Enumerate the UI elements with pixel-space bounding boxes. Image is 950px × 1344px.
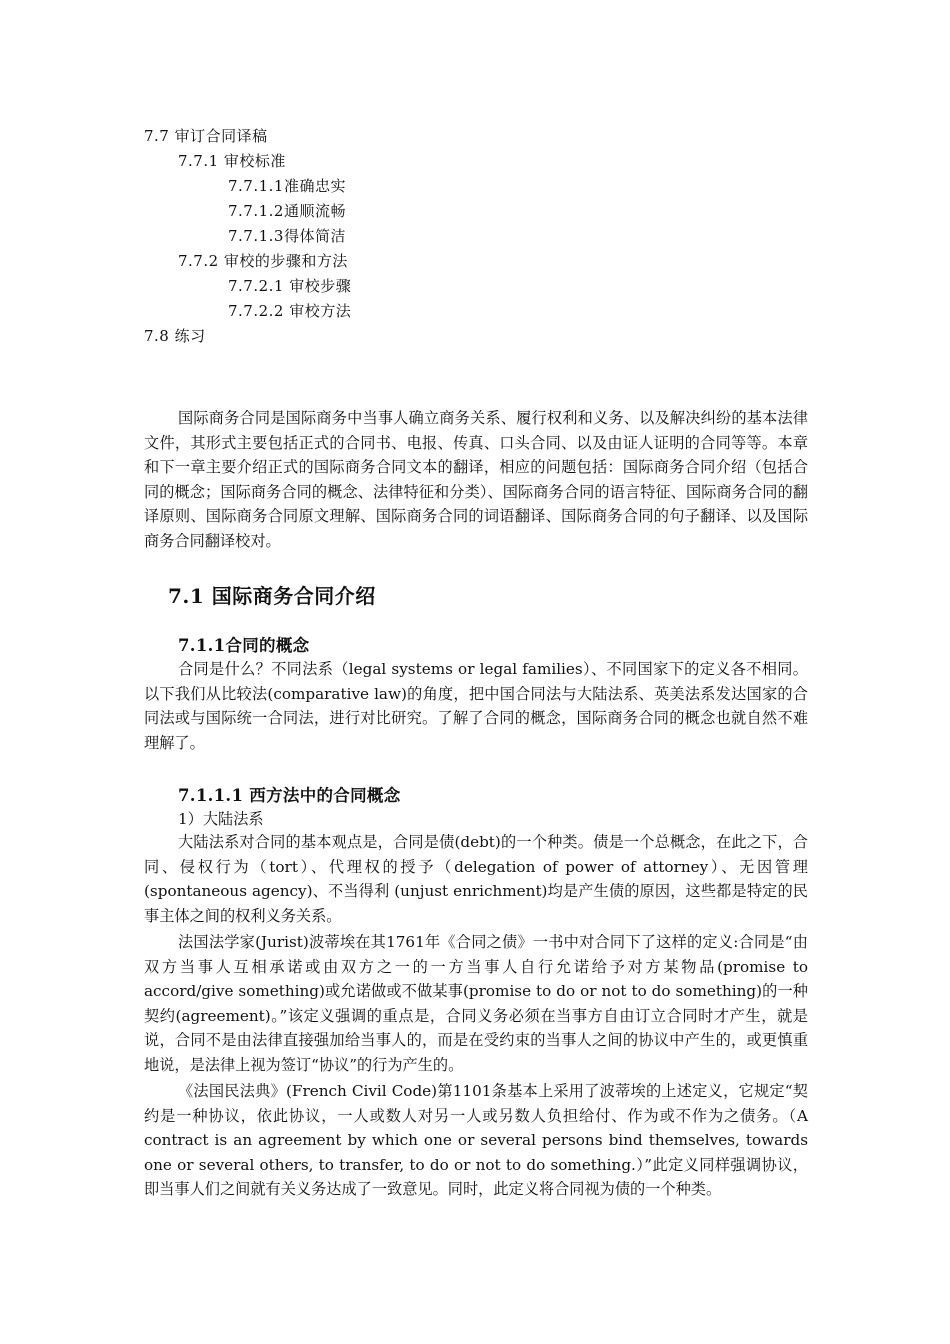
toc-item: 7.7.1 审校标准 bbox=[178, 152, 286, 170]
toc-item: 7.7.2.2 审校方法 bbox=[228, 302, 352, 320]
toc-item: 7.7.2 审校的步骤和方法 bbox=[178, 252, 348, 270]
toc-item: 7.7.1.1准确忠实 bbox=[228, 177, 346, 195]
toc-item: 7.7.2.1 审校步骤 bbox=[228, 277, 352, 295]
intro-paragraph: 国际商务合同是国际商务中当事人确立商务关系、履行权利和义务、以及解决纠纷的基本法律文件，其形式主要包括正式的合同书、电报、传真、口头合同、以及由证人证明的合同等等。本章和下一章主要介绍正式的国际商务合同文本的翻译，相应的问题包括：国际商务合同介绍（包括合同的概念；国际商务合同的概念、法律特征和分类）、国际商务合同的语言特征、国际商务合同的翻译原则、国际商务合同原文理解、国际商务合同的词语翻译、国际商务合同的句子翻译、以及国际商务合同翻译校对。 bbox=[144, 409, 808, 550]
toc-item: 7.7.1.3得体简洁 bbox=[228, 227, 346, 245]
section-heading: 7.1 国际商务合同介绍 bbox=[168, 584, 376, 608]
toc-item: 7.7 审订合同译稿 bbox=[144, 127, 268, 145]
pothier-paragraph: 法国法学家(Jurist)波蒂埃在其1761年《合同之债》一书中对合同下了这样的定义:合同是“由双方当事人互相承诺或由双方之一的一方当事人自行允诺给予对方某物品(promise to accord/give something)或允诺做或不做某事(promise to do or not to do something)的一种契约(agreement)。”该定义强调的重点是，合同义务必须在当事方自由订立合同时才产生，就是说，合同不是由法律直接强加给当事人的，而是在受约束的当事人之间的协议中产生的，或更慎重地说，是法律上视为签订“协议”的行为产生的。 bbox=[144, 933, 808, 1074]
toc-item: 7.7.1.2通顺流畅 bbox=[228, 202, 346, 220]
subsection-heading: 7.1.1合同的概念 bbox=[178, 636, 310, 655]
subsubsection-heading: 7.1.1.1 西方法中的合同概念 bbox=[178, 786, 401, 805]
toc-item: 7.8 练习 bbox=[144, 327, 206, 345]
french-civil-code-paragraph: 《法国民法典》(French Civil Code)第1101条基本上采用了波蒂埃的上述定义，它规定“契约是一种协议，依此协议，一人或数人对另一人或另数人负担给付、作为或不作为之债务。（A contract is an agreement by which one or several persons bind themselves, towards one or several others, to transfer, to do or not to do something.）”此定义同样强调协议，即当事人们之间就有关义务达成了一致意见。同时，此定义将合同视为债的一个种类。 bbox=[144, 1082, 808, 1199]
contract-concept-paragraph: 合同是什么？不同法系（legal systems or legal families）、不同国家下的定义各不相同。以下我们从比较法(comparative law)的角度，把中国合同法与大陆法系、英美法系发达国家的合同法或与国际统一合同法，进行对比研究。了解了合同的概念，国际商务合同的概念也就自然不难理解了。 bbox=[144, 660, 808, 752]
civil-law-paragraph: 大陆法系对合同的基本观点是，合同是债(debt)的一个种类。债是一个总概念，在此之下，合同、侵权行为（tort）、代理权的授予（delegation of power of attorney）、无因管理(spontaneous agency)、不当得利 (unjust enrichment)均是产生债的原因，这些都是特定的民事主体之间的权利义务关系。 bbox=[144, 833, 808, 925]
list-label: 1）大陆法系 bbox=[178, 810, 264, 828]
